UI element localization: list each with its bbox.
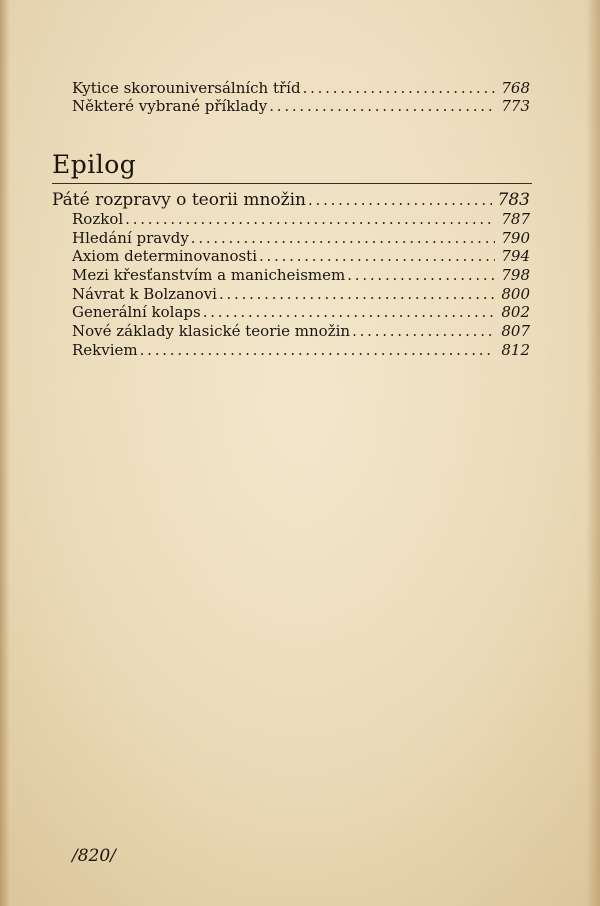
toc-entry-title: Nové základy klasické teorie množin [72,322,351,340]
toc-entry [72,285,530,303]
toc-entry [72,266,530,284]
page-number: /820/ [72,846,116,866]
toc-entry-title: Rekviem [72,341,138,359]
section-heading: Epilog [52,150,137,179]
toc-entry-page: 802 [501,303,530,321]
toc-entry-title: Návrat k Bolzanovi [72,285,217,303]
toc-entry [72,79,530,97]
toc-entry-title: Generální kolaps [72,303,201,321]
toc-entry [72,97,530,115]
toc-entry-title: Páté rozpravy o teorii množin [52,190,306,210]
toc-entry-title: Mezi křesťanstvím a manicheismem [72,266,346,284]
leader-dots [140,341,496,359]
toc-entry-page: 812 [501,341,530,359]
toc-entry [72,229,530,247]
toc-entry-page: 773 [501,97,530,115]
leader-dots [259,247,495,265]
toc-entry-title: Některé vybrané příklady [72,97,268,115]
leader-dots [308,191,492,209]
toc-entry-page: 807 [501,322,530,340]
toc-entry-title: Rozkol [72,210,124,228]
toc-main-entry [52,191,530,209]
leader-dots [269,97,495,115]
section-divider [52,183,532,184]
leader-dots [303,79,496,97]
toc-entry-page: 794 [501,247,530,265]
toc-entry [72,303,530,321]
toc-entry-title: Axiom determinovanosti [72,247,258,265]
toc-entry-title: Kytice skorouniversálních tříd [72,79,301,97]
leader-dots [191,229,496,247]
page-edge-left [0,0,10,906]
toc-entry-page: 787 [501,210,530,228]
leader-dots [347,266,495,284]
toc-entry-title: Hledání pravdy [72,229,189,247]
leader-dots [352,322,495,340]
toc-entry [72,210,530,228]
leader-dots [125,210,495,228]
toc-entry [72,322,530,340]
toc-entry-page: 798 [501,266,530,284]
toc-entry-page: 790 [501,229,530,247]
page-edge-right [586,0,600,906]
leader-dots [219,285,495,303]
toc-entry-page: 768 [501,79,530,97]
toc-entry-page: 783 [497,190,530,210]
toc-entry [72,247,530,265]
toc-entry-page: 800 [501,285,530,303]
leader-dots [203,303,496,321]
toc-entry [72,341,530,359]
